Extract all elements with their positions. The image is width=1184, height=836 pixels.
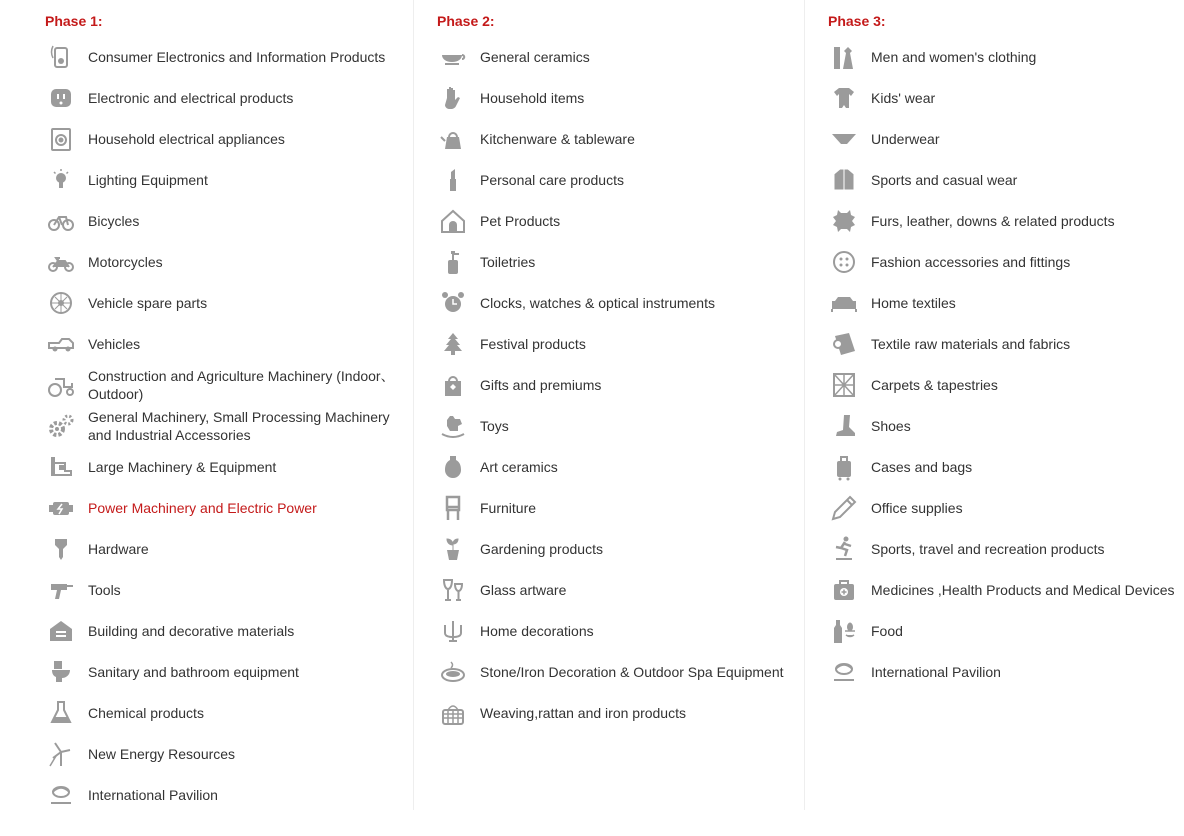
fabric-roll-icon (828, 328, 860, 360)
category-label: Shoes (871, 417, 911, 434)
category-label: Hardware (88, 540, 149, 557)
category-item[interactable] (45, 241, 413, 282)
washing-machine-icon (45, 123, 77, 155)
bicycle-icon (45, 205, 77, 237)
pencil-icon (828, 492, 860, 524)
skateboarder-icon (828, 533, 860, 565)
wine-glasses-icon (437, 574, 469, 606)
category-label: Fashion accessories and fittings (871, 253, 1071, 270)
category-label: Motorcycles (88, 253, 163, 270)
category-item[interactable] (437, 241, 804, 282)
category-label: Household items (480, 89, 585, 106)
clothing-icon (828, 41, 860, 73)
category-label: International Pavilion (871, 663, 1001, 680)
phase-column (22, 0, 413, 810)
building-icon (45, 615, 77, 647)
category-label: Art ceramics (480, 458, 558, 475)
category-list (45, 36, 413, 815)
category-item[interactable] (45, 487, 413, 528)
category-label: Construction and Agriculture Machinery (Indoor、Outdoor) (88, 367, 395, 402)
category-columns (22, 0, 1184, 836)
category-label: Textile raw materials and fabrics (871, 335, 1071, 352)
category-label: Tools (88, 581, 121, 598)
vase-icon (437, 451, 469, 483)
category-label: Building and decorative materials (88, 622, 295, 639)
category-item[interactable] (45, 282, 413, 323)
pump-bottle-icon (437, 246, 469, 278)
leather-hide-icon (828, 205, 860, 237)
rocking-horse-icon (437, 410, 469, 442)
category-item[interactable] (437, 487, 804, 528)
category-item[interactable] (437, 692, 804, 733)
gift-bag-icon (437, 369, 469, 401)
candelabra-icon (437, 615, 469, 647)
category-item[interactable] (437, 446, 804, 487)
category-item[interactable] (45, 528, 413, 569)
kettle-icon (437, 123, 469, 155)
category-label: Sports and casual wear (871, 171, 1018, 188)
category-item[interactable] (437, 528, 804, 569)
category-item[interactable] (437, 610, 804, 651)
category-label: New Energy Resources (88, 745, 236, 762)
toilet-icon (45, 656, 77, 688)
pickup-truck-icon (45, 328, 77, 360)
drill-icon (45, 574, 77, 606)
category-item[interactable] (45, 733, 413, 774)
category-item[interactable] (45, 118, 413, 159)
category-item[interactable] (828, 651, 1184, 692)
category-item[interactable] (45, 651, 413, 692)
phase-title: Phase 2: (437, 13, 495, 29)
category-item[interactable] (828, 159, 1184, 200)
spa-tub-icon (437, 656, 469, 688)
category-item[interactable] (437, 364, 804, 405)
jacket-icon (828, 164, 860, 196)
category-label: Power Machinery and Electric Power (88, 499, 317, 516)
category-label: Toys (480, 417, 509, 434)
category-item[interactable] (45, 159, 413, 200)
category-label: Home decorations (480, 622, 594, 639)
category-label: Consumer Electronics and Information Products (88, 48, 386, 65)
bed-icon (828, 287, 860, 319)
category-item[interactable] (437, 118, 804, 159)
category-label: Underwear (871, 130, 940, 147)
button-icon (828, 246, 860, 278)
category-label: Toiletries (480, 253, 536, 270)
category-label: Clocks, watches & optical instruments (480, 294, 715, 311)
category-label: Gardening products (480, 540, 603, 557)
international-logo-icon (45, 779, 77, 811)
category-item[interactable] (45, 323, 413, 364)
category-list (437, 36, 804, 733)
category-list (828, 36, 1184, 692)
glove-icon (437, 82, 469, 114)
category-label: Electronic and electrical products (88, 89, 294, 106)
light-bulb-icon (45, 164, 77, 196)
category-label: Carpets & tapestries (871, 376, 998, 393)
category-label: International Pavilion (88, 786, 218, 803)
category-item[interactable] (45, 569, 413, 610)
category-label: Sports, travel and recreation products (871, 540, 1105, 557)
category-label: Stone/Iron Decoration & Outdoor Spa Equipment (480, 663, 784, 680)
category-label: Vehicles (88, 335, 141, 352)
category-item[interactable] (45, 610, 413, 651)
category-label: Furniture (480, 499, 537, 516)
category-item[interactable] (437, 323, 804, 364)
category-label: Furs, leather, downs & related products (871, 212, 1115, 229)
engine-icon (45, 492, 77, 524)
ceramic-cup-icon (437, 41, 469, 73)
flask-icon (45, 697, 77, 729)
medical-kit-icon (828, 574, 860, 606)
category-item[interactable] (437, 651, 804, 692)
category-label: Bicycles (88, 212, 140, 229)
category-label: Office supplies (871, 499, 963, 516)
category-label: Vehicle spare parts (88, 294, 208, 311)
category-item[interactable] (828, 77, 1184, 118)
category-label: Cases and bags (871, 458, 973, 475)
category-item[interactable] (828, 36, 1184, 77)
category-item[interactable] (45, 692, 413, 733)
motorcycle-icon (45, 246, 77, 278)
category-label: Lighting Equipment (88, 171, 208, 188)
category-item[interactable] (828, 446, 1184, 487)
category-label: Sanitary and bathroom equipment (88, 663, 299, 680)
alarm-clock-icon (437, 287, 469, 319)
category-item[interactable] (437, 36, 804, 77)
category-label: Food (871, 622, 903, 639)
category-label: Weaving,rattan and iron products (480, 704, 686, 721)
category-item[interactable] (828, 405, 1184, 446)
international-logo-icon (828, 656, 860, 688)
category-item[interactable] (437, 77, 804, 118)
plant-pot-icon (437, 533, 469, 565)
category-item[interactable] (437, 159, 804, 200)
christmas-tree-icon (437, 328, 469, 360)
category-item[interactable] (45, 446, 413, 487)
gears-icon (45, 410, 77, 442)
category-item[interactable] (437, 569, 804, 610)
phase-title: Phase 1: (45, 13, 103, 29)
large-machine-icon (45, 451, 77, 483)
category-item[interactable] (45, 77, 413, 118)
category-item[interactable] (828, 282, 1184, 323)
category-item[interactable] (828, 528, 1184, 569)
category-label: Medicines ,Health Products and Medical Devices (871, 581, 1175, 598)
phase-column (413, 0, 804, 810)
category-label: General Machinery, Small Processing Machinery and Industrial Accessories (88, 408, 390, 443)
lipstick-icon (437, 164, 469, 196)
pet-house-icon (437, 205, 469, 237)
category-item[interactable] (437, 282, 804, 323)
hardware-screw-icon (45, 533, 77, 565)
mp3-player-icon (45, 41, 77, 73)
category-item[interactable] (45, 364, 413, 405)
category-label: General ceramics (480, 48, 590, 65)
category-item[interactable] (45, 774, 413, 815)
category-item[interactable] (437, 200, 804, 241)
category-label: Kitchenware & tableware (480, 130, 635, 147)
underwear-icon (828, 123, 860, 155)
carpet-icon (828, 369, 860, 401)
phase-column (804, 0, 1184, 810)
category-label: Kids' wear (871, 89, 936, 106)
category-item[interactable] (828, 200, 1184, 241)
wind-turbine-icon (45, 738, 77, 770)
category-label: Personal care products (480, 171, 624, 188)
category-item[interactable] (828, 487, 1184, 528)
category-label: Chemical products (88, 704, 204, 721)
category-label: Glass artware (480, 581, 567, 598)
category-item[interactable] (828, 610, 1184, 651)
tractor-icon (45, 369, 77, 401)
baby-onesie-icon (828, 82, 860, 114)
category-item[interactable] (828, 241, 1184, 282)
chair-icon (437, 492, 469, 524)
category-item[interactable] (828, 364, 1184, 405)
category-item[interactable] (45, 405, 413, 446)
power-socket-icon (45, 82, 77, 114)
phase-title: Phase 3: (828, 13, 886, 29)
suitcase-icon (828, 451, 860, 483)
category-label: Pet Products (480, 212, 561, 229)
food-bottle-icon (828, 615, 860, 647)
wheel-icon (45, 287, 77, 319)
category-label: Large Machinery & Equipment (88, 458, 277, 475)
category-label: Festival products (480, 335, 586, 352)
category-item[interactable] (828, 569, 1184, 610)
category-label: Gifts and premiums (480, 376, 602, 393)
category-item[interactable] (437, 405, 804, 446)
category-label: Men and women's clothing (871, 48, 1037, 65)
category-label: Home textiles (871, 294, 956, 311)
category-item[interactable] (45, 200, 413, 241)
basket-icon (437, 697, 469, 729)
category-item[interactable] (45, 36, 413, 77)
category-label: Household electrical appliances (88, 130, 285, 147)
category-item[interactable] (828, 323, 1184, 364)
boot-icon (828, 410, 860, 442)
category-item[interactable] (828, 118, 1184, 159)
